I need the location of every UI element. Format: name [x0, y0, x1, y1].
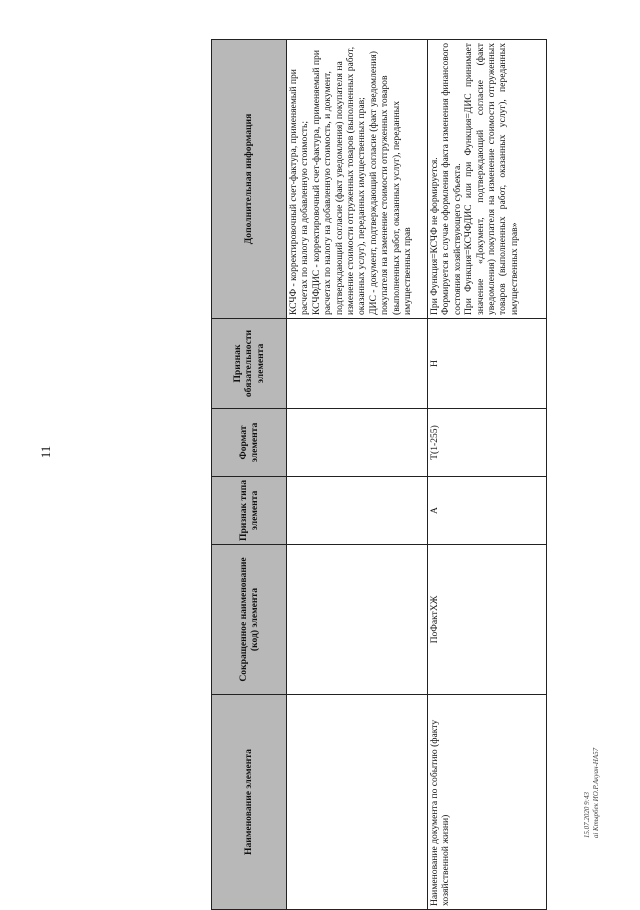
header-additional-info: Дополнительная информация [212, 40, 287, 319]
header-element-code: Сокращенное наименование (код) элемента [212, 545, 287, 695]
cell-additional-info [287, 40, 428, 319]
print-stamp [583, 748, 601, 838]
rotated-table-sheet [211, 40, 539, 910]
table-row [287, 40, 428, 910]
info-line: ДИС - документ, подтверждающий согласие (факт уведомления) покупателя на изменение стоимости отгруженных товаров (выполненных работ, оказанных услуг), переданных имущественных прав [367, 51, 414, 315]
table-row [428, 40, 547, 910]
cell-type [287, 477, 428, 545]
table-header-row [212, 40, 287, 910]
stamp-line: 15.07.2020 9:43 [583, 792, 591, 839]
info-line: Формируется в случае оформления факта изменения финансового состояния хозяйствующего субъекта. [440, 43, 463, 315]
header-element-required: Признак обязательности элемента [212, 319, 287, 409]
header-element-format: Формат элемента [212, 409, 287, 477]
cell-code [287, 545, 428, 695]
info-line: КСЧФ - корректировочный счет-фактура, применяемый при расчетах по налогу на добавленную стоимость; [288, 69, 311, 315]
header-element-type: Признак типа элемента [212, 477, 287, 545]
elements-table [211, 39, 547, 910]
cell-type: А [428, 477, 547, 545]
cell-format [287, 409, 428, 477]
page-number: 11 [38, 445, 53, 459]
cell-additional-info [428, 40, 547, 319]
cell-name [287, 695, 428, 910]
cell-required [287, 319, 428, 409]
info-line: КСЧФДИС - корректировочный счет-фактура, применяемый при расчетах по налогу на добавленную стоимость, и документ, подтверждающий согласие (факт уведомления) покупателя на изменение стоимости отгруженных товаров (выполненных работ, оказанных услуг), переданных имущественных прав; [310, 46, 368, 315]
cell-name: Наименование документа по событию (факту хозяйственной жизни) [428, 695, 547, 910]
info-line: При Функция=КСЧФ не формируется. [429, 157, 440, 315]
cell-code: ПоФактХЖ [428, 545, 547, 695]
cell-format: T(1-255) [428, 409, 547, 477]
cell-required: Н [428, 319, 547, 409]
stamp-line: ai Ктырбек ИО.Р.Акуан-НА57 [592, 747, 600, 839]
info-line: При Функция=КСЧФДИС или при Функция=ДИС принимает значение «Документ, подтверждающий согласие (факт уведомления) покупателя на изменение стоимости отгруженных товаров (выполненных работ, оказанных услуг), переданных имущественных прав» [463, 43, 520, 315]
header-element-name: Наименование элемента [212, 695, 287, 910]
